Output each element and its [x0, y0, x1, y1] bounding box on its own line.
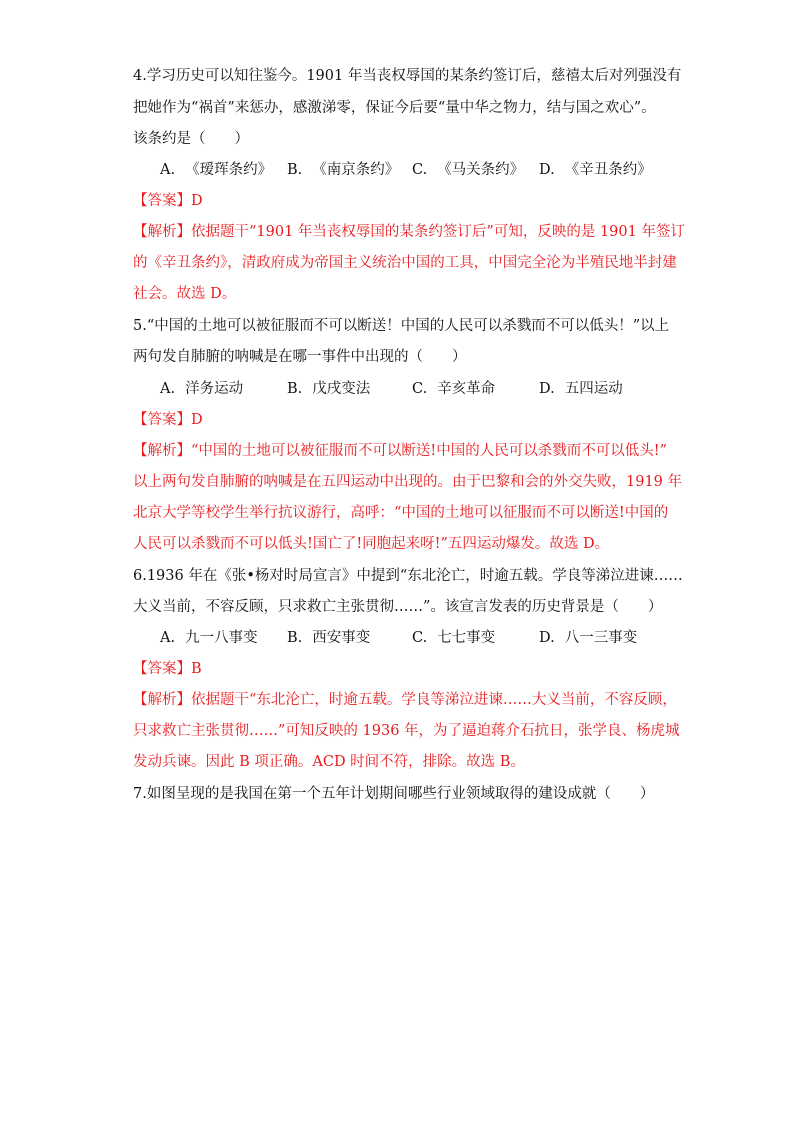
q4-stem-line-3: 该条约是（ ） — [133, 131, 249, 147]
q4-stem-line-2: 把她作为“祸首”来惩办，感激涕零，保证今后要“量中华之物力，结与国之欢心”。 — [133, 100, 656, 116]
q4-option-c: C. 《马关条约》 — [412, 162, 525, 178]
q5-option-c: C. 辛亥革命 — [412, 381, 496, 397]
q6-option-b: B. 西安事变 — [287, 630, 371, 646]
q7-stem-line-1: 7.如图呈现的是我国在第一个五年计划期间哪些行业领域取得的建设成就（ ） — [133, 786, 655, 802]
q5-stem-line-1: 5.“中国的土地可以被征服而不可以断送！中国的人民可以杀戮而不可以低头！”以上 — [133, 318, 670, 334]
q6-option-d: D. 八一三事变 — [539, 630, 638, 646]
q6-stem-line-1: 6.1936 年在《张•杨对时局宣言》中提到“东北沦亡，时逾五载。学良等涕泣进谏…… — [133, 568, 683, 584]
q4-analysis-line-3: 社会。故选 D。 — [133, 286, 237, 302]
q6-stem-line-2: 大义当前，不容反顾，只求救亡主张贯彻……”。该宣言发表的历史背景是（ ） — [133, 599, 663, 615]
q5-analysis-line-3: 北京大学等校学生举行抗议游行，高呼：“中国的土地可以征服而不可以断送!中国的 — [133, 505, 669, 521]
q5-option-a: A. 洋务运动 — [160, 381, 244, 397]
q6-option-c: C. 七七事变 — [412, 630, 496, 646]
q6-answer: 【答案】B — [133, 661, 202, 677]
q5-analysis-line-4: 人民可以杀戮而不可以低头!国亡了!同胞起来呀!”五四运动爆发。故选 D。 — [133, 536, 610, 552]
q5-analysis-line-1: 【解析】“中国的土地可以被征服而不可以断送!中国的人民可以杀戮而不可以低头!” — [133, 443, 667, 459]
q6-analysis-line-1: 【解析】依据题干“东北沦亡，时逾五载。学良等涕泣进谏……大义当前，不容反顾， — [133, 692, 677, 708]
q4-analysis-line-2: 的《辛丑条约》，清政府成为帝国主义统治中国的工具，中国完全沦为半殖民地半封建 — [133, 255, 677, 271]
q6-analysis-line-3: 发动兵谏。因此 B 项正确。ACD 时间不符，排除。故选 B。 — [133, 754, 525, 770]
q4-option-b: B. 《南京条约》 — [287, 162, 400, 178]
q4-answer: 【答案】D — [133, 193, 203, 209]
q4-stem-line-1: 4.学习历史可以知往鉴今。1901 年当丧权辱国的某条约签订后，慈禧太后对列强没有 — [133, 68, 682, 84]
q5-analysis-line-2: 以上两句发自肺腑的呐喊是在五四运动中出现的。由于巴黎和会的外交失败，1919 年 — [133, 474, 683, 490]
q5-stem-line-2: 两句发自肺腑的呐喊是在哪一事件中出现的（ ） — [133, 349, 467, 365]
q4-analysis-line-1: 【解析】依据题干“1901 年当丧权辱国的某条约签订后”可知，反映的是 1901 年签订 — [133, 224, 685, 240]
q5-answer: 【答案】D — [133, 412, 203, 428]
q4-option-a: A. 《瑷珲条约》 — [160, 162, 273, 178]
q4-option-d: D. 《辛丑条约》 — [539, 162, 652, 178]
q6-analysis-line-2: 只求救亡主张贯彻……”可知反映的 1936 年，为了逼迫蒋介石抗日，张学良、杨虎城 — [133, 723, 680, 739]
q5-option-b: B. 戊戌变法 — [287, 381, 371, 397]
q5-option-d: D. 五四运动 — [539, 381, 623, 397]
q6-option-a: A. 九一八事变 — [160, 630, 258, 646]
